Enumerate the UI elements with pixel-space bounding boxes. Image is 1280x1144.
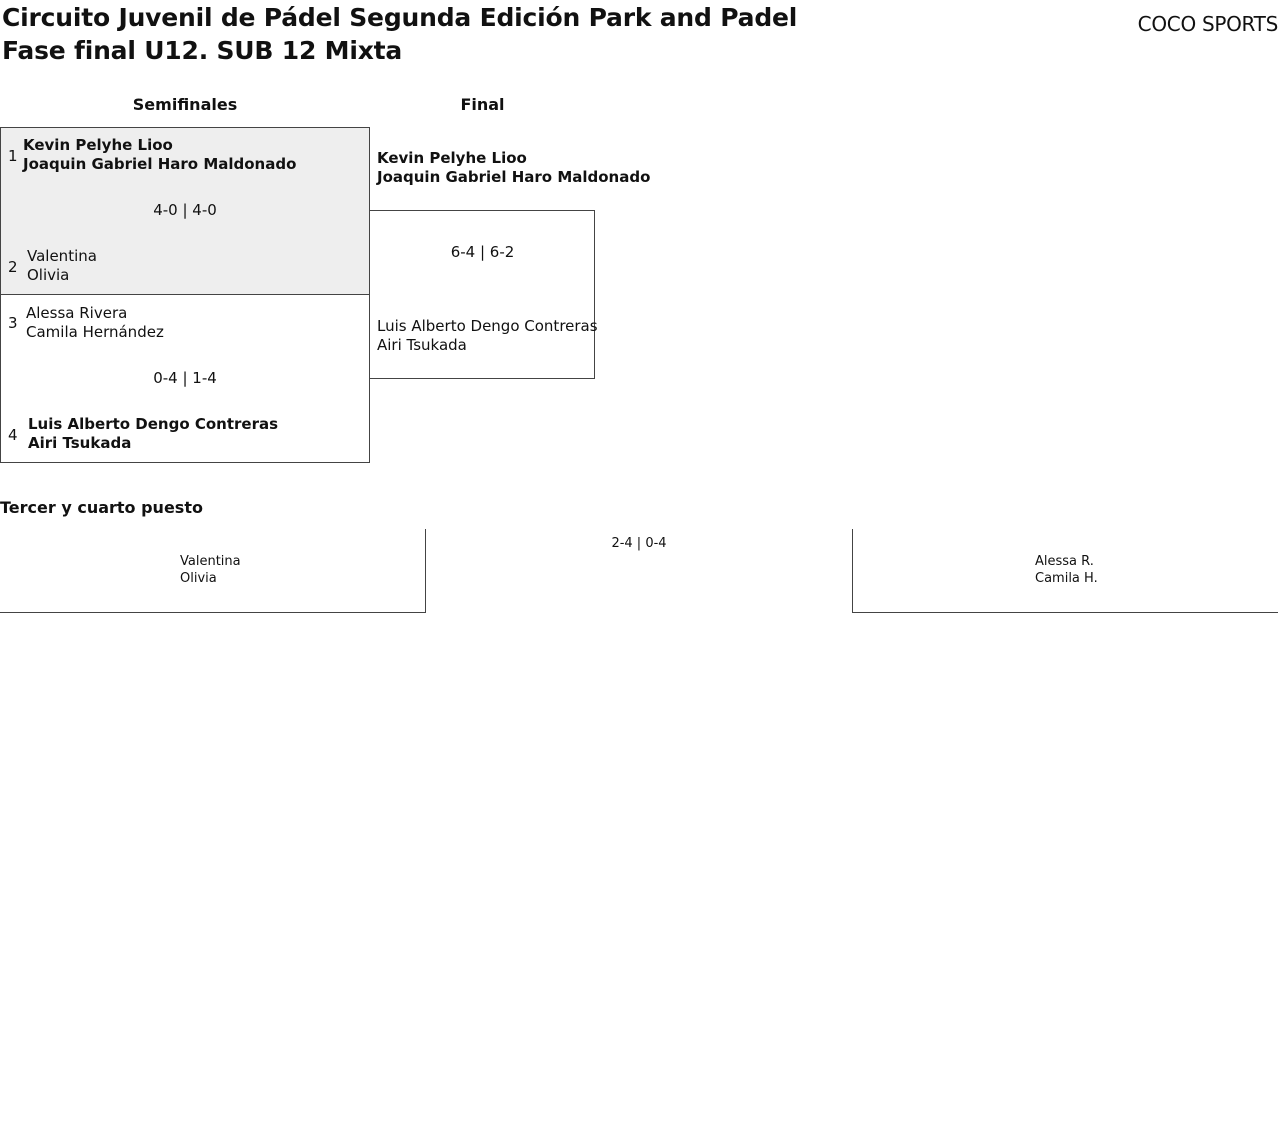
team-player: Valentina	[180, 554, 241, 569]
team-player: Luis Alberto Dengo Contreras	[377, 317, 598, 335]
team-player: Luis Alberto Dengo Contreras	[28, 415, 279, 433]
third-place-title: Tercer y cuarto puesto	[0, 498, 203, 517]
team-player: Joaquin Gabriel Haro Maldonado	[23, 155, 297, 173]
tournament-title: Circuito Juvenil de Pádel Segunda Edición Park and Padel	[2, 3, 798, 32]
team-player: Alessa R.	[1035, 554, 1094, 569]
match-score: 6-4 | 6-2	[450, 243, 515, 261]
team-player: Joaquin Gabriel Haro Maldonado	[377, 168, 651, 186]
team-player: Kevin Pelyhe Lioo	[377, 149, 527, 167]
team-player: Kevin Pelyhe Lioo	[23, 136, 173, 154]
category-title: Fase final U12. SUB 12 Mixta	[2, 36, 403, 65]
seed-number: 4	[8, 426, 18, 444]
match-score: 2-4 | 0-4	[611, 536, 667, 551]
match-score: 4-0 | 4-0	[153, 201, 217, 219]
seed-number: 2	[8, 258, 18, 276]
team-player: Airi Tsukada	[377, 336, 467, 354]
team-player: Camila Hernández	[26, 323, 164, 341]
team-player: Alessa Rivera	[26, 304, 128, 322]
team-player: Airi Tsukada	[28, 434, 132, 452]
brand-name: COCO SPORTS	[1137, 12, 1278, 36]
seed-number: 1	[8, 147, 18, 165]
team-player: Valentina	[27, 247, 97, 265]
seed-number: 3	[8, 314, 18, 332]
team-player: Olivia	[180, 571, 217, 586]
team-player: Camila H.	[1035, 571, 1098, 586]
round-header-final: Final	[460, 95, 505, 114]
round-header-semifinals: Semifinales	[132, 95, 238, 114]
team-player: Olivia	[27, 266, 70, 284]
match-score: 0-4 | 1-4	[153, 369, 217, 387]
